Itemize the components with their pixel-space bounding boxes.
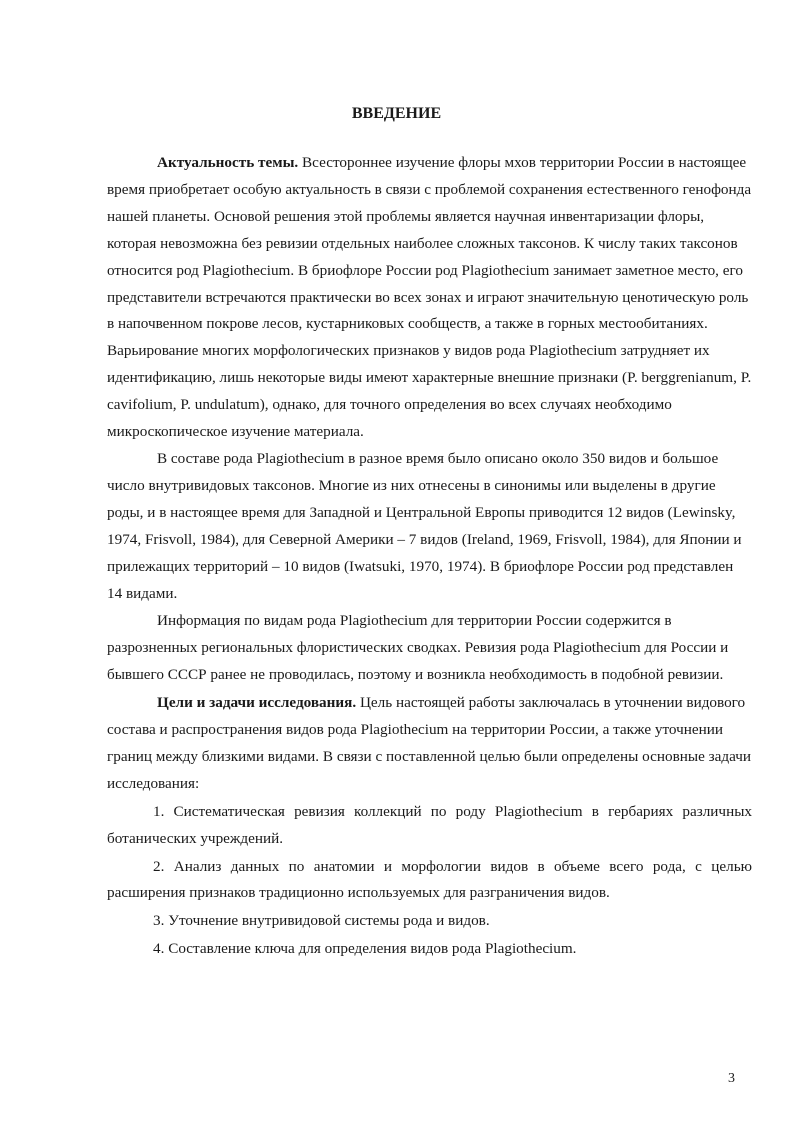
task-item-4: 4. Составление ключа для определения видов рода Plagiothecium. <box>153 940 577 958</box>
body-text <box>107 150 752 963</box>
page-title: ВВЕДЕНИЕ <box>351 105 442 122</box>
task-item-1: 1. Систематическая ревизия коллекций по роду Plagiothecium в гербариях различных ботанических учреждений. <box>107 802 752 847</box>
goals-text: Цель настоящей работы заключалась в уточнении видового состава и распространения видов рода Plagiothecium на территории России, а также уточнении границ между близкими видами. В связи с поставленной целью были определены основные задачи исследования: <box>107 694 752 792</box>
page-number: 3 <box>728 1071 735 1086</box>
paragraph-relevance <box>107 150 752 446</box>
task-item-3: 3. Уточнение внутривидовой системы рода и видов. <box>153 912 490 930</box>
relevance-text: Всестороннее изучение флоры мхов территории России в настоящее время приобретает особую актуальность в связи с проблемой сохранения естественного генофонда нашей планеты. Основой решения этой проблемы является научная инвентаризации флоры, которая невозможна без ревизии отдельных наиболее сложных таксонов. К числу таких таксонов относится род Plagiothecium. В бриофлоре России род Plagiothecium занимает заметное место, его представители встречаются практически во всех зонах и играют значительную ценотическую роль в напочвенном покрове лесов, кустарниковых сообществ, а также в горных местообитаниях. Варьирование многих морфологических признаков у видов рода Plagiothecium затрудняет их идентификацию, лишь некоторые виды имеют характерные внешние признаки (P. berggrenianum, P. cavifolium, P. undulatum), однако, для точного определения во всех случаях необходимо микроскопическое изучение материала. <box>107 154 752 441</box>
task-item-2: 2. Анализ данных по анатомии и морфологии видов в объеме всего рода, с целью расширения признаков традиционно используемых для разграничения видов. <box>107 857 752 902</box>
relevance-heading: Актуальность темы. <box>157 154 299 171</box>
paragraph-goals <box>107 690 752 798</box>
paragraph-species-history: В составе рода Plagiothecium в разное время было описано около 350 видов и большое число внутривидовых таксонов. Многие из них отнесены в синонимы или выделены в другие роды, и в настоящее время для Западной и Центральной Европы приводится 12 видов (Lewinsky, 1974, Frisvoll, 1984), для Северной Америки – 7 видов (Ireland, 1969, Frisvoll, 1984), для Японии и прилежащих территорий – 10 видов (Iwatsuki, 1970, 1974). В бриофлоре России род представлен 14 видами. <box>107 449 742 602</box>
paragraph-regional-info: Информация по видам рода Plagiothecium для территории России содержится в разрозненных региональных флористических сводках. Ревизия рода Plagiothecium для России и бывшего СССР ранее не проводилась, поэтому и возникла необходимость в подобной ревизии. <box>107 612 729 684</box>
goals-heading: Цели и задачи исследования. <box>157 694 357 712</box>
